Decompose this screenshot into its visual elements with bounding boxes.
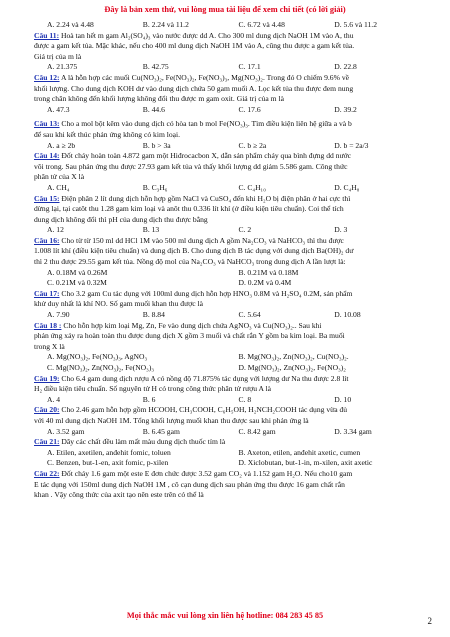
answer-option: D. 3.34 gam — [334, 426, 372, 436]
answer-option: C. b ≥ 2a — [238, 140, 267, 150]
question-text: Cho a mol bột kẽm vào dung dịch có hòa tan b mol Fe(NO₃)₃. Tìm điều kiện liên hệ giữa a và b — [59, 119, 352, 129]
question-number: Câu 21: — [34, 437, 60, 447]
answer-option: D. 5.6 và 11.2 — [334, 20, 377, 29]
page-number: 2 — [427, 616, 432, 626]
question-text: Đốt cháy hoàn toàn 4.872 gam một Hiđrocacbon X, dẫn sản phẩm cháy qua bình đựng dd nước — [59, 151, 351, 161]
question-text: dung dịch không đổi thì pH của dung dịch thu được bằng — [34, 214, 208, 224]
question-text: Cho 6.4 gam dung dịch rượu A có nồng độ 71.875% tác dụng với lượng dư Na thu được 2.8 lít — [59, 373, 349, 383]
question-stem-continued — [34, 162, 430, 173]
answer-option: D. 39.2 — [334, 104, 357, 114]
question-text: với 40 ml dung dịch NaOH 1M. Tổng khối lượng muối khan thu được sau khi phản ứng là — [34, 415, 309, 425]
answer-options — [34, 448, 430, 459]
question-text: khối lượng. Cho dung dịch KOH dư vào dung dịch chứa 50 gam muối A. Lọc kết tủa thu được đem nung — [34, 83, 354, 93]
question-text: để sau khi kết thúc phản ứng không có kim loại. — [34, 129, 181, 139]
question-stem-continued — [34, 94, 430, 105]
answer-option: C. Mg(NO₃)₂, Zn(NO₃)₂, Fe(NO₃)₃ — [47, 363, 154, 372]
answer-option: D. C₄H₈ — [334, 182, 360, 192]
question-stem-continued — [34, 130, 430, 141]
answer-option: A. a ≥ 2b — [47, 140, 76, 150]
question-number: Câu 16: — [34, 235, 60, 245]
question-text: trong X là — [34, 341, 65, 351]
answer-option: B. Mg(NO₃)₂, Zn(NO₃)₂, Cu(NO₃)₂. — [238, 352, 349, 362]
question-stem-continued — [34, 416, 430, 427]
answer-option: D. b = 2a/3 — [334, 140, 369, 150]
question-text: 1.008 lít khí (điều kiện tiêu chuẩn) và dung dịch B. Cho dung dịch B tác dụng với dung dịch Ba(OH)₂ dư — [34, 246, 354, 256]
question-stem-continued — [34, 204, 430, 215]
answer-option: C. 2 — [238, 225, 252, 235]
question-stem — [34, 31, 430, 42]
question-stem-continued — [34, 331, 430, 342]
answer-option: C. 0.21M và 0.32M — [47, 278, 107, 288]
question-text: Dãy các chất đều làm mất màu dung dịch thuốc tím là — [59, 437, 226, 447]
preview-banner: Đây là bản xem thử, vui lòng mua tài liệu để xem chi tiết (có lời giải) — [104, 5, 346, 14]
question-text: H₂ điều kiện tiêu chuẩn. Số nguyên tử H có trong công thức phân tử rượu A là — [34, 384, 271, 394]
answer-options — [34, 395, 430, 406]
answer-option: B. 13 — [142, 225, 160, 235]
answer-option: A. 47.3 — [47, 104, 70, 114]
answer-option: D. Mg(NO₃)₂, Zn(NO₃)₂, Fe(NO₃)₂ — [238, 363, 346, 372]
question-text: E tác dụng với 150ml dung dịch NaOH 1M , cô cạn dung dịch sau phản ứng thu được 16 gam chất rắn — [34, 479, 345, 489]
answer-options — [34, 310, 430, 321]
answer-option: C. Benzen, but-1-en, axit fomic, p-xilen — [47, 458, 169, 468]
answer-option: A. 7.90 — [47, 310, 70, 320]
answer-options — [34, 105, 430, 116]
question-text: Giá trị của m là — [34, 51, 82, 61]
answer-option: A. 0.18M và 0.26M — [47, 267, 108, 277]
answer-option: C. 5.64 — [238, 310, 261, 320]
answer-option: B. 6 — [142, 394, 156, 404]
question-text: Điện phân 2 lít dung dịch hỗn hợp gồm NaCl và CuSO₄ đến khi H₂O bị điện phân ở hai cực thì — [59, 193, 351, 203]
question-stem — [34, 469, 430, 480]
question-stem-continued — [34, 490, 430, 501]
question-number: Câu 19: — [34, 373, 60, 383]
question-list — [34, 20, 430, 501]
answer-option: A. 4 — [47, 394, 61, 404]
question-stem-continued — [34, 215, 430, 226]
question-stem — [34, 321, 430, 332]
question-number: Câu 18 : — [34, 320, 62, 330]
answer-option: C. 17.6 — [238, 104, 261, 114]
question-text: Cho hỗn hợp kim loại Mg, Zn, Fe vào dung dịch chứa AgNO₃ và Cu(NO₃)₂.. Sau khi — [61, 320, 322, 330]
answer-option: D. 10 — [334, 394, 352, 404]
question-stem — [34, 374, 430, 385]
question-text: vôi trong. Sau phản ứng thu được 27.93 gam kết tủa và thấy khối lượng dd giảm 5.586 gam. Công thức — [34, 161, 348, 171]
hotline-footer: Mọi thắc mắc vui lòng xin liên hệ hotline: 084 283 45 85 — [126, 611, 324, 620]
answer-options — [34, 268, 430, 279]
answer-option: C. 8 — [238, 394, 252, 404]
question-stem-continued — [34, 246, 430, 257]
question-text: được a gam kết tủa. Mặc khác, nếu cho 400 ml dung dịch NaOH 1M vào A, cũng thu được a gam kết tủa. — [34, 41, 355, 51]
question-stem — [34, 236, 430, 247]
question-number: Câu 11: — [34, 30, 60, 40]
answer-option: A. Etilen, axetilen, anđehit fomic, toluen — [47, 447, 171, 457]
question-number: Câu 22: — [34, 468, 60, 478]
answer-option: A. CH₄ — [47, 182, 70, 192]
question-stem-continued — [34, 299, 430, 310]
answer-option: B. 44.6 — [142, 104, 165, 114]
question-stem — [34, 405, 430, 416]
question-text: phân tử của X là — [34, 172, 85, 182]
question-text: Hoà tan hết m gam Al₂(SO₄)₃ vào nước được dd A. Cho 300 ml dung dịch NaOH 1M vào A, thu — [59, 30, 354, 40]
question-number: Câu 14: — [34, 151, 60, 161]
answer-option: B. 0.21M và 0.18M — [238, 267, 299, 277]
answer-option: C. 17.1 — [238, 62, 261, 72]
answer-option: C. C₄H₁₀ — [238, 182, 266, 192]
question-text: Đốt cháy 1.6 gam một este E đơn chức được 3.52 gam CO₂ và 1.152 gam H₂O. Nếu cho10 gam — [59, 468, 353, 478]
question-text: Cho 3.2 gam Cu tác dụng với 100ml dung dịch hỗn hợp HNO₃ 0.8M và H₂SO₄ 0.2M, sản phẩm — [59, 288, 353, 298]
answer-option: A. 3.52 gam — [47, 426, 85, 436]
question-stem-continued — [34, 384, 430, 395]
answer-options — [34, 225, 430, 236]
question-stem-continued — [34, 342, 430, 353]
question-text: dừng lại, tại catôt thu 1.28 gam kim loại và anôt thu 0.336 lít khí (ở điều kiện tiêu chuẩn). Coi thể tích — [34, 204, 344, 214]
answer-options — [34, 62, 430, 73]
answer-option: C. 8.42 gam — [238, 426, 276, 436]
question-text: thì 2 thu được 29.55 gam kết tủa. Nồng độ mol của Na₂CO₃ và NaHCO₃ trong dung dịch A lần lượt là: — [34, 257, 346, 267]
question-number: Câu 17: — [34, 288, 60, 298]
question-text: Cho từ từ 150 ml dd HCl 1M vào 500 ml dung dịch A gồm Na₂CO₃ và NaHCO₃ thì thu được — [59, 235, 344, 245]
answer-option: A. Mg(NO₃)₂, Fe(NO₃)₃, AgNO₃ — [47, 352, 148, 362]
answer-option: D. 3 — [334, 225, 348, 235]
answer-options — [34, 278, 430, 289]
answer-option: B. 8.84 — [142, 310, 165, 320]
question-text: A là hỗn hợp các muối Cu(NO₃)₂, Fe(NO₃)₂, Fe(NO₃)₃, Mg(NO₃)₂. Trong đó O chiếm 9.6% về — [59, 72, 349, 82]
answer-option: B. b > 3a — [142, 140, 171, 150]
question-stem — [34, 119, 430, 130]
question-stem — [34, 437, 430, 448]
answer-option: B. Axeton, etilen, anđehit axetic, cumen — [238, 447, 361, 457]
question-stem-continued — [34, 257, 430, 268]
answer-options — [34, 363, 430, 374]
answer-option: C. 6.72 và 4.48 — [238, 20, 285, 29]
answer-options — [34, 427, 430, 438]
answer-option: A. 21.375 — [47, 62, 78, 72]
question-stem-continued — [34, 480, 430, 491]
answer-option: A. 12 — [47, 225, 64, 235]
question-text: phản ứng xảy ra hoàn toàn thu được dung dịch X gồm 3 muối và chất rắn Y gồm ba kim loại. Ba muối — [34, 331, 345, 341]
question-text: Cho 2.46 gam hỗn hợp gồm HCOOH, CH₃COOH, C₆H₅OH, H₂NCH₂COOH tác dụng vừa đủ — [59, 405, 348, 415]
answer-options — [34, 141, 430, 152]
answer-option: B. 42.75 — [142, 62, 169, 72]
answer-option: D. 0.2M và 0.4M — [238, 278, 292, 288]
question-stem-continued — [34, 41, 430, 52]
answer-options — [34, 20, 430, 31]
question-number: Câu 12: — [34, 72, 60, 82]
question-text: khan . Vậy công thức của axit tạo nên este trên có thể là — [34, 490, 204, 500]
answer-options — [34, 458, 430, 469]
answer-option: B. 2.24 và 11.2 — [142, 20, 189, 29]
question-stem — [34, 289, 430, 300]
answer-option: D. 22.8 — [334, 62, 357, 72]
question-stem — [34, 151, 430, 162]
answer-option: D. 10.08 — [334, 310, 361, 320]
answer-option: B. 6.45 gam — [142, 426, 180, 436]
question-stem-continued — [34, 52, 430, 63]
question-stem — [34, 194, 430, 205]
answer-options — [34, 352, 430, 363]
answer-options — [34, 183, 430, 194]
answer-option: A. 2.24 và 4.48 — [47, 20, 94, 29]
question-text: khử duy nhất là khí NO. Số gam muối khan thu được là — [34, 299, 203, 309]
question-stem-continued — [34, 172, 430, 183]
question-stem — [34, 73, 430, 84]
question-text: trong chân không đến khối lượng không đổi thu được m gam oxit. Giá trị của m là — [34, 94, 284, 104]
question-number: Câu 13: — [34, 119, 60, 129]
question-number: Câu 15: — [34, 193, 60, 203]
question-number: Câu 20: — [34, 405, 60, 415]
answer-option: B. C₃H₆ — [142, 182, 168, 192]
answer-option: D. Xiclobutan, but-1-in, m-xilen, axit axetic — [238, 458, 373, 468]
question-stem-continued — [34, 84, 430, 95]
